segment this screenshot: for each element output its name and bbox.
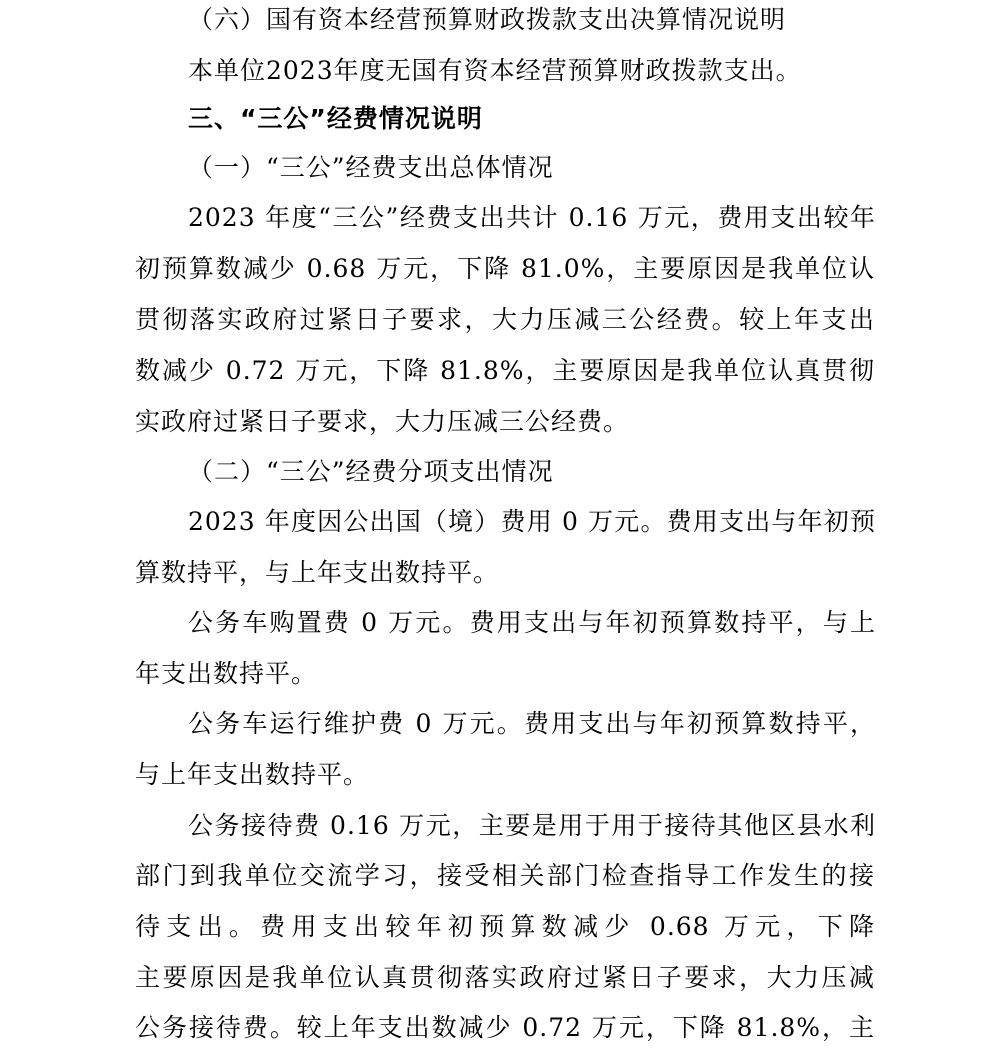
- paragraph-line: 部门到我单位交流学习，接受相关部门检查指导工作发生的接: [135, 861, 875, 890]
- paragraph-line: 年支出数持平。: [135, 659, 318, 688]
- paragraph-line: 与上年支出数持平。: [135, 760, 370, 789]
- paragraph-line: 算数持平，与上年支出数持平。: [135, 558, 500, 587]
- paragraph-line: 待支出。费用支出较年初预算数减少 0.68 万元，下降: [135, 912, 875, 941]
- paragraph-line: 公务车购置费 0 万元。费用支出与年初预算数持平，与上: [188, 608, 876, 637]
- paragraph-line: 数减少 0.72 万元，下降 81.8%，主要原因是我单位认真贯彻: [135, 356, 875, 385]
- subsection-heading-1: （一）“三公”经费支出总体情况: [188, 153, 554, 182]
- paragraph-line: 公务车运行维护费 0 万元。费用支出与年初预算数持平，: [188, 709, 876, 738]
- paragraph-line: 主要原因是我单位认真贯彻落实政府过紧日子要求，大力压减: [135, 963, 875, 992]
- paragraph-line: 公务接待费 0.16 万元，主要是用于用于接待其他区县水利: [188, 811, 876, 840]
- subsection-heading-2: （二）“三公”经费分项支出情况: [188, 457, 554, 486]
- paragraph-line: 贯彻落实政府过紧日子要求，大力压减三公经费。较上年支出: [135, 305, 875, 334]
- paragraph-line: 2023 年度“三公”经费支出共计 0.16 万元，费用支出较年: [188, 203, 876, 232]
- section-heading-6: （六）国有资本经营预算财政拨款支出决算情况说明: [188, 5, 787, 34]
- section-heading-three-public: 三、“三公”经费情况说明: [188, 104, 483, 133]
- paragraph-line: 实政府过紧日子要求，大力压减三公经费。: [135, 407, 630, 436]
- paragraph-line: 2023 年度因公出国（境）费用 0 万元。费用支出与年初预: [188, 507, 876, 536]
- paragraph-line: 本单位2023年度无国有资本经营预算财政拨款支出。: [188, 56, 802, 85]
- paragraph-line: 公务接待费。较上年支出数减少 0.72 万元，下降 81.8%，主: [135, 1013, 875, 1042]
- paragraph-line: 初预算数减少 0.68 万元，下降 81.0%，主要原因是我单位认: [135, 254, 875, 283]
